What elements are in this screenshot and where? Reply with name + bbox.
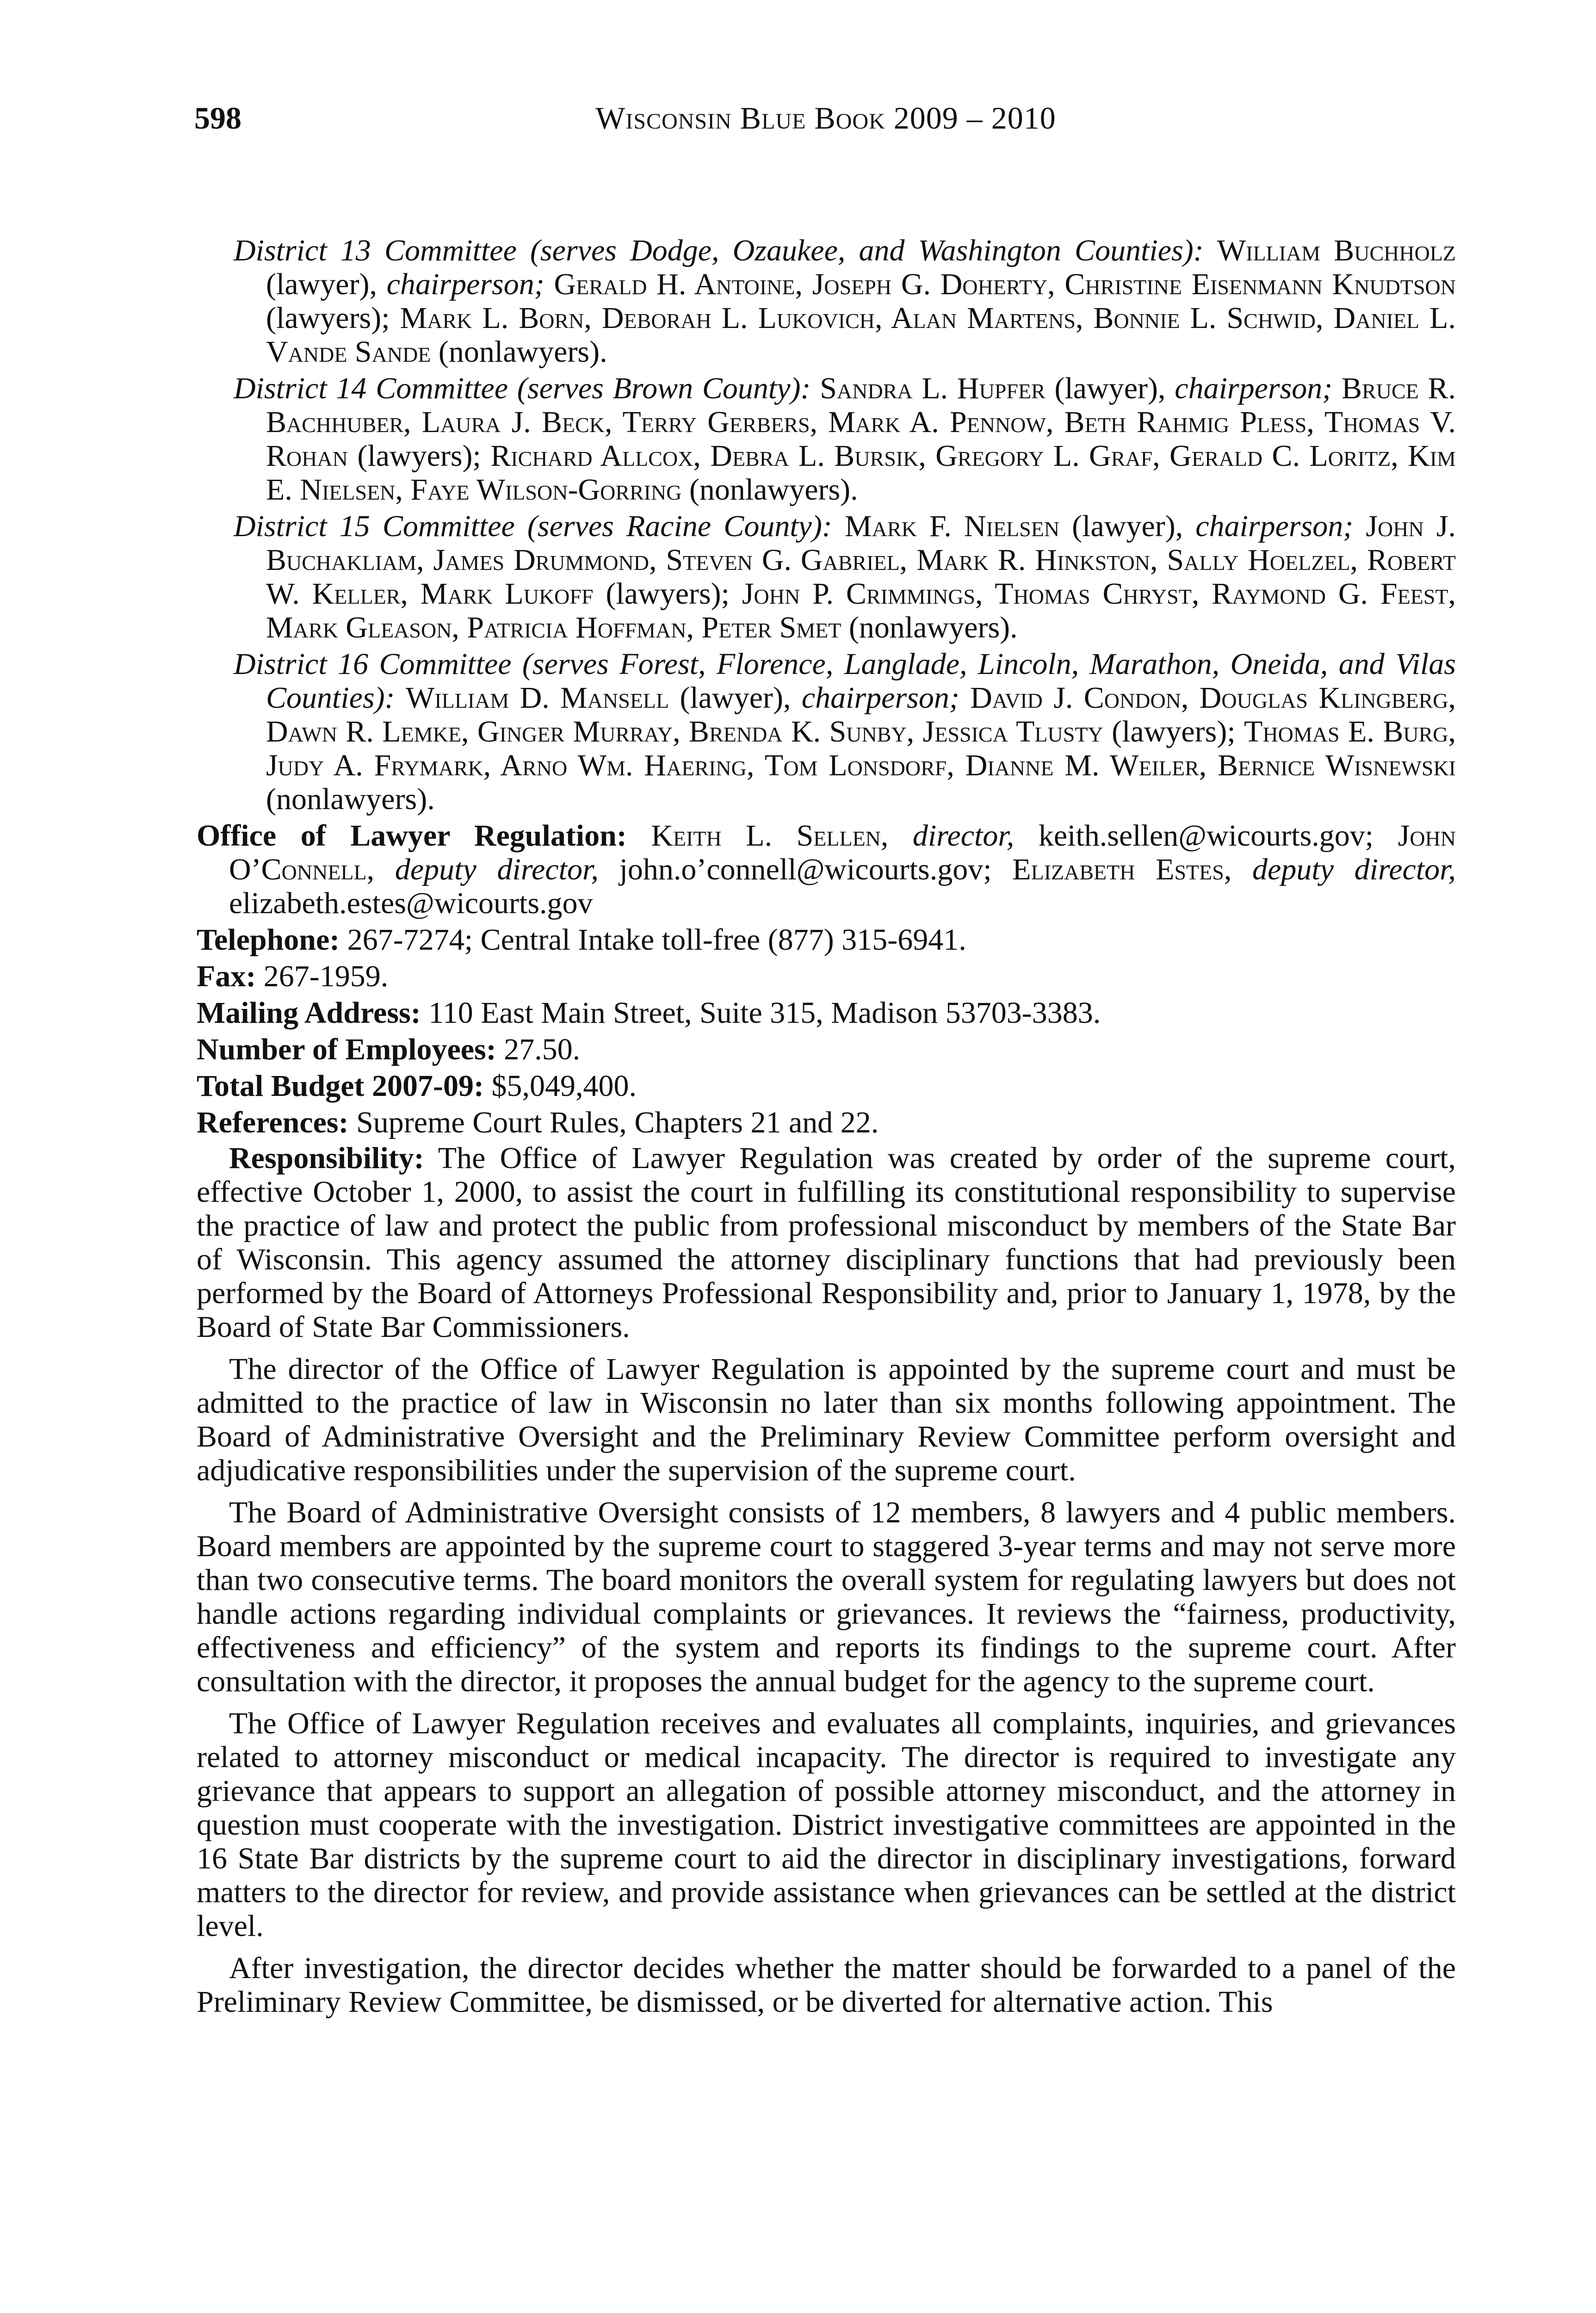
detail-label: Mailing Address: — [197, 996, 421, 1030]
chair-name: William Buchholz — [1217, 234, 1456, 267]
nonlawyer-members: Richard Allcox, Debra L. Bursik, Gregory L. Graf, Gerald C. Loritz, Kim E. Nielsen, Faye Wilson-Gorring — [266, 439, 1456, 507]
nonlawyer-members: John P. Crimmings, Thomas Chryst, Raymond G. Feest, Mark Gleason, Patricia Hoffman, Peter Smet — [266, 577, 1456, 644]
office-label: Office of Lawyer Regulation: — [197, 819, 627, 853]
nonlawyers-label: (nonlawyers). — [841, 611, 1018, 644]
committee-entry — [234, 647, 1456, 816]
chair-name: Mark F. Nielsen — [845, 509, 1060, 543]
detail-fax — [197, 959, 1456, 993]
paragraph: The Board of Administrative Oversight consists of 12 members, 8 lawyers and 4 public members. Board members are appointed by the supreme court to staggered 3-year terms and may not serve more than two consecutive terms. The board monitors the overall system for regulating lawyers but does not handle actions regarding individual complaints or grievances. It reviews the “fairness, productivity, effectiveness and efficiency” of the system and reports its findings to the supreme court. After consultation with the director, it proposes the annual budget for the agency to the supreme court. — [197, 1496, 1456, 1698]
committee-entry — [234, 371, 1456, 507]
office-entry: Office of Lawyer Regulation: Keith L. Sellen, director, keith.sellen@wicourts.gov; John O’Connell, deputy director, john.o’connell@wicourts.gov; Elizabeth Estes, deputy director, elizabeth.estes@wicourts.gov — [197, 819, 1456, 920]
nonlawyers-label: (nonlawyers). — [681, 473, 858, 507]
detail-label: References: — [197, 1106, 349, 1139]
body-text — [197, 234, 1456, 2019]
chair-role: chairperson; — [1175, 371, 1333, 405]
lawyers-label: (lawyers); — [593, 577, 742, 611]
chair-role: chairperson; — [1195, 509, 1354, 543]
director-role: director, — [912, 819, 1015, 853]
detail-label: Number of Employees: — [197, 1033, 496, 1066]
chair-name: William D. Mansell — [406, 681, 669, 715]
lawyers-label: (lawyers); — [266, 301, 400, 335]
committee-name: District 16 Committee (serves Forest, Florence, Langlade, Lincoln, Marathon, Oneida, and Vilas Counties): — [234, 647, 1456, 715]
lawyer-members: David J. Condon, Douglas Klingberg, Dawn R. Lemke, Ginger Murray, Brenda K. Sunby, Jessica Tlusty — [266, 681, 1456, 748]
detail-value: $5,049,400. — [491, 1069, 637, 1103]
chair-lawyer-label: (lawyer), — [669, 681, 802, 715]
detail-telephone — [197, 923, 1456, 957]
lawyer-members: Gerald H. Antoine, Joseph G. Doherty, Christine Eisenmann Knudtson — [554, 267, 1456, 301]
chair-role: chairperson; — [386, 267, 544, 301]
committee-name: District 13 Committee (serves Dodge, Ozaukee, and Washington Counties): — [234, 234, 1204, 267]
chair-lawyer-label: (lawyer), — [1045, 371, 1175, 405]
chair-role: chairperson; — [801, 681, 959, 715]
detail-value: 267-1959. — [263, 959, 389, 993]
committee-entry — [234, 234, 1456, 369]
detail-employees — [197, 1033, 1456, 1066]
paragraph-text: The Office of Lawyer Regulation was created by order of the supreme court, effective October 1, 2000, to assist the court in fulfilling its constitutional responsibility to supervise the practice of law and protect the public from professional misconduct by members of the State Bar of Wisconsin. This agency assumed the attorney disciplinary functions that had previously been performed by the Board of Attorneys Professional Responsibility and, prior to January 1, 1978, by the Board of State Bar Commissioners. — [197, 1141, 1456, 1344]
responsibility-label: Responsibility: — [229, 1141, 424, 1175]
detail-references — [197, 1106, 1456, 1139]
director-name: Keith L. Sellen — [651, 819, 881, 853]
director-email: keith.sellen@wicourts.gov; — [1038, 819, 1374, 853]
detail-value: Supreme Court Rules, Chapters 21 and 22. — [356, 1106, 879, 1139]
paragraph: The Office of Lawyer Regulation receives and evaluates all complaints, inquiries, and grievances related to attorney misconduct or medical incapacity. The director is required to investigate any grievance that appears to support an allegation of possible attorney misconduct, and the attorney in question must cooperate with the investigation. District investigative committees are appointed in the 16 State Bar districts by the supreme court to aid the director in disciplinary investigations, forward matters to the director for review, and provide assistance when grievances can be settled at the district level. — [197, 1707, 1456, 1943]
detail-value: 27.50. — [504, 1033, 581, 1066]
deputy-director-name: John O’Connell — [229, 819, 1456, 886]
chair-lawyer-label: (lawyer), — [1059, 509, 1196, 543]
detail-label: Fax: — [197, 959, 256, 993]
paragraph: The director of the Office of Lawyer Regulation is appointed by the supreme court and must be admitted to the practice of law in Wisconsin no later than six months following appointment. The Board of Administrative Oversight and the Preliminary Review Committee perform oversight and adjudicative responsibilities under the supervision of the supreme court. — [197, 1352, 1456, 1487]
page-number: 598 — [194, 100, 241, 136]
committee-name: District 15 Committee (serves Racine County): — [234, 509, 832, 543]
nonlawyer-members: Thomas E. Burg, Judy A. Frymark, Arno Wm. Haering, Tom Lonsdorf, Dianne M. Weiler, Bernice Wisnewski — [266, 715, 1456, 782]
detail-value: 110 East Main Street, Suite 315, Madison 53703-3383. — [428, 996, 1101, 1030]
nonlawyers-label: (nonlawyers). — [266, 782, 435, 816]
committee-name: District 14 Committee (serves Brown County): — [234, 371, 811, 405]
lawyer-members: John J. Buchakliam, James Drummond, Steven G. Gabriel, Mark R. Hinkston, Sally Hoelzel, Robert W. Keller, Mark Lukoff — [266, 509, 1456, 611]
paragraph: After investigation, the director decides whether the matter should be forwarded to a panel of the Preliminary Review Committee, be dismissed, or be diverted for alternative action. This — [197, 1951, 1456, 2019]
chair-lawyer-label: (lawyer), — [266, 267, 387, 301]
page-header — [194, 97, 1457, 139]
deputy-director-role: deputy director, — [395, 853, 599, 886]
detail-value: 267-7274; Central Intake toll-free (877) 315-6941. — [347, 923, 966, 957]
lawyers-label: (lawyers); — [1103, 715, 1244, 748]
detail-label: Telephone: — [197, 923, 340, 957]
detail-label: Total Budget 2007-09: — [197, 1069, 484, 1103]
running-head: Wisconsin Blue Book 2009 – 2010 — [595, 100, 1056, 136]
detail-budget — [197, 1069, 1456, 1103]
deputy-director-role: deputy director, — [1252, 853, 1456, 886]
nonlawyers-label: (nonlawyers). — [431, 335, 607, 369]
detail-mailing-address — [197, 996, 1456, 1030]
lawyer-members: Bruce R. Bachhuber, Laura J. Beck, Terry Gerbers, Mark A. Pennow, Beth Rahmig Pless, Thomas V. Rohan — [266, 371, 1456, 473]
lawyers-label: (lawyers); — [347, 439, 491, 473]
deputy-director-email: john.o’connell@wicourts.gov; — [619, 853, 992, 886]
committee-entry — [234, 509, 1456, 644]
nonlawyer-members: Mark L. Born, Deborah L. Lukovich, Alan Martens, Bonnie L. Schwid, Daniel L. Vande Sande — [266, 301, 1456, 369]
deputy-director-name: Elizabeth Estes — [1012, 853, 1224, 886]
deputy-director-email: elizabeth.estes@wicourts.gov — [229, 886, 593, 920]
responsibility-paragraph — [197, 1141, 1456, 1344]
chair-name: Sandra L. Hupfer — [820, 371, 1045, 405]
